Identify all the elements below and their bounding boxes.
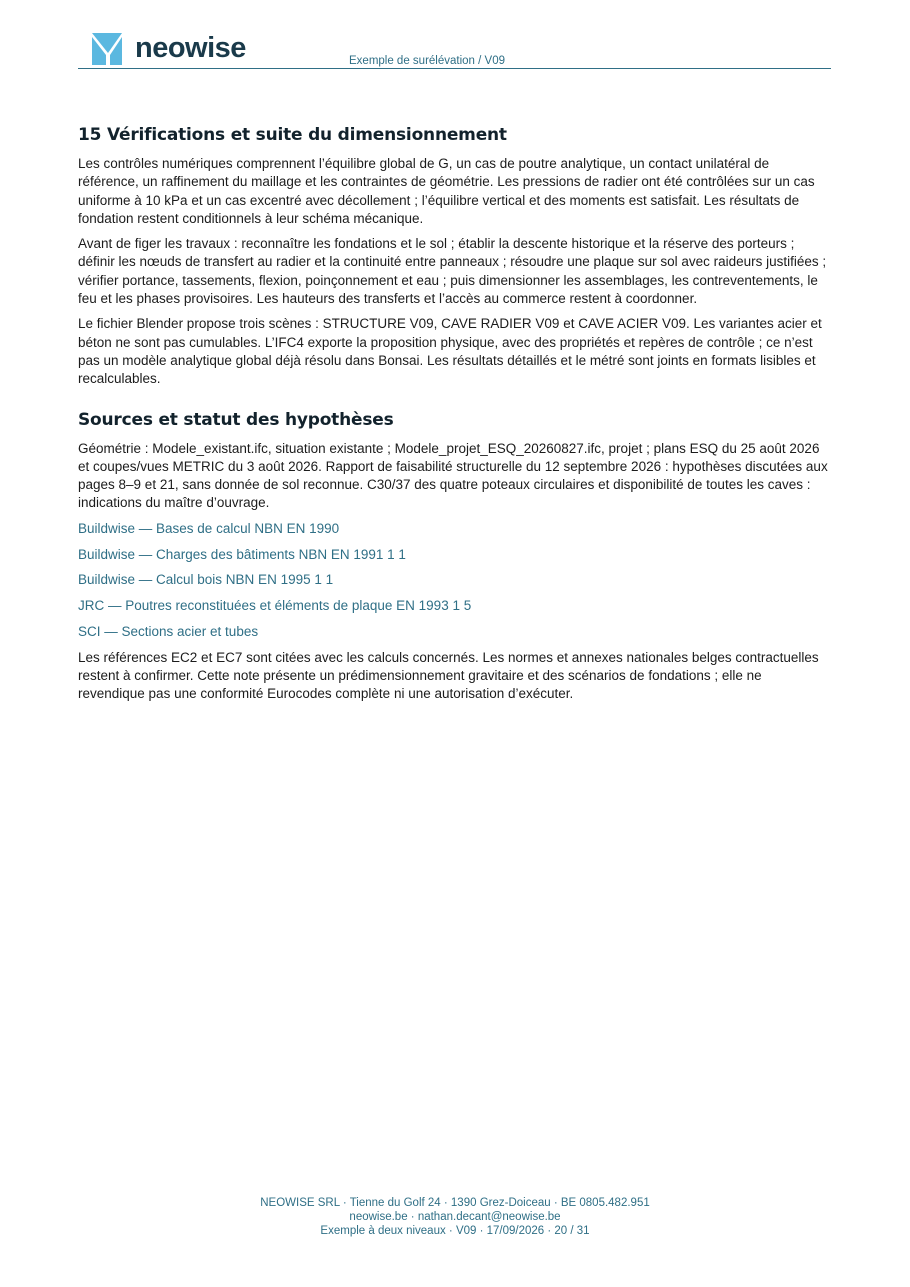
page-content [78, 124, 830, 711]
source-link-buildwise-en1991[interactable]: Buildwise — Charges des bâtiments NBN EN 1991 1 1 [78, 546, 406, 562]
neowise-logo-icon [92, 33, 122, 65]
brand-name: neowise [135, 32, 246, 64]
paragraph: Le fichier Blender propose trois scènes : STRUCTURE V09, CAVE RADIER V09 et CAVE ACIER V09. Les variantes acier et béton ne sont pas cumulables. L’IFC4 exporte la proposition physique, avec des propriétés et repères de contrôle ; ce n’est pas un modèle analytique global déjà résolu dans Bonsai. Les résultats détaillés et le métré sont joints en formats lisibles et recalculables. [78, 316, 822, 387]
source-link-sci-sections[interactable]: SCI — Sections acier et tubes [78, 623, 259, 639]
source-link-jrc-en1993[interactable]: JRC — Poutres reconstituées et éléments de plaque EN 1993 1 5 [78, 598, 472, 614]
paragraph: Avant de figer les travaux : reconnaître les fondations et le sol ; établir la descente historique et la réserve des porteurs ; définir les nœuds de transfert au radier et la continuité entre panneaux ; résoudre une plaque sur sol avec raideurs justifiées ; vérifier portance, tassements, flexion, poinçonnement et eau ; puis dimensionner les assemblages, les contreventements, le feu et les phases provisoires. Les hauteurs des transferts et l’accès au commerce restent à coordonner. [78, 236, 827, 307]
paragraph: Les contrôles numériques comprennent l’équilibre global de G, un cas de poutre analytique, un contact unilatéral de référence, un raffinement du maillage et les contraintes de géométrie. Les pressions de radier ont été contrôlées sur un cas uniforme à 10 kPa et un cas excentré avec décollement ; l’équilibre vertical et des moments est satisfait. Les résultats de fondation restent conditionnels à leur schéma mécanique. [78, 156, 815, 226]
footer-page-info: Exemple à deux niveaux · V09 · 17/09/2026 · 20 / 31 [320, 1225, 590, 1237]
source-link-buildwise-en1990[interactable]: Buildwise — Bases de calcul NBN EN 1990 [78, 520, 340, 536]
paragraph: Géométrie : Modele_existant.ifc, situation existante ; Modele_projet_ESQ_20260827.ifc, projet ; plans ESQ du 25 août 2026 et coupes/vues METRIC du 3 août 2026. Rapport de faisabilité structurelle du 12 septembre 2026 : hypothèses discutées aux pages 8–9 et 21, sans donnée de sol reconnue. C30/37 des quatre poteaux circulaires et disponibilité de toutes les caves : indications du maître d’ouvrage. [78, 440, 828, 511]
section-heading-sources: Sources et statut des hypothèses [78, 409, 394, 430]
page-footer [0, 1196, 910, 1238]
page-header [78, 30, 831, 69]
footer-contact: neowise.be · nathan.decant@neowise.be [349, 1211, 561, 1223]
paragraph: Les références EC2 et EC7 sont citées avec les calculs concernés. Les normes et annexes nationales belges contractuelles restent à confirmer. Cette note présente un prédimensionnement gravitaire et des scénarios de fondations ; elle ne revendique pas une conformité Eurocodes complète ni une autorisation d’exécuter. [78, 649, 819, 702]
section-heading-verifications: 15 Vérifications et suite du dimensionnement [78, 125, 507, 145]
source-link-buildwise-en1995[interactable]: Buildwise — Calcul bois NBN EN 1995 1 1 [78, 572, 334, 588]
document-label: Exemple de surélévation / V09 [349, 55, 505, 67]
footer-company: NEOWISE SRL · Tienne du Golf 24 · 1390 Grez-Doiceau · BE 0805.482.951 [260, 1197, 650, 1209]
